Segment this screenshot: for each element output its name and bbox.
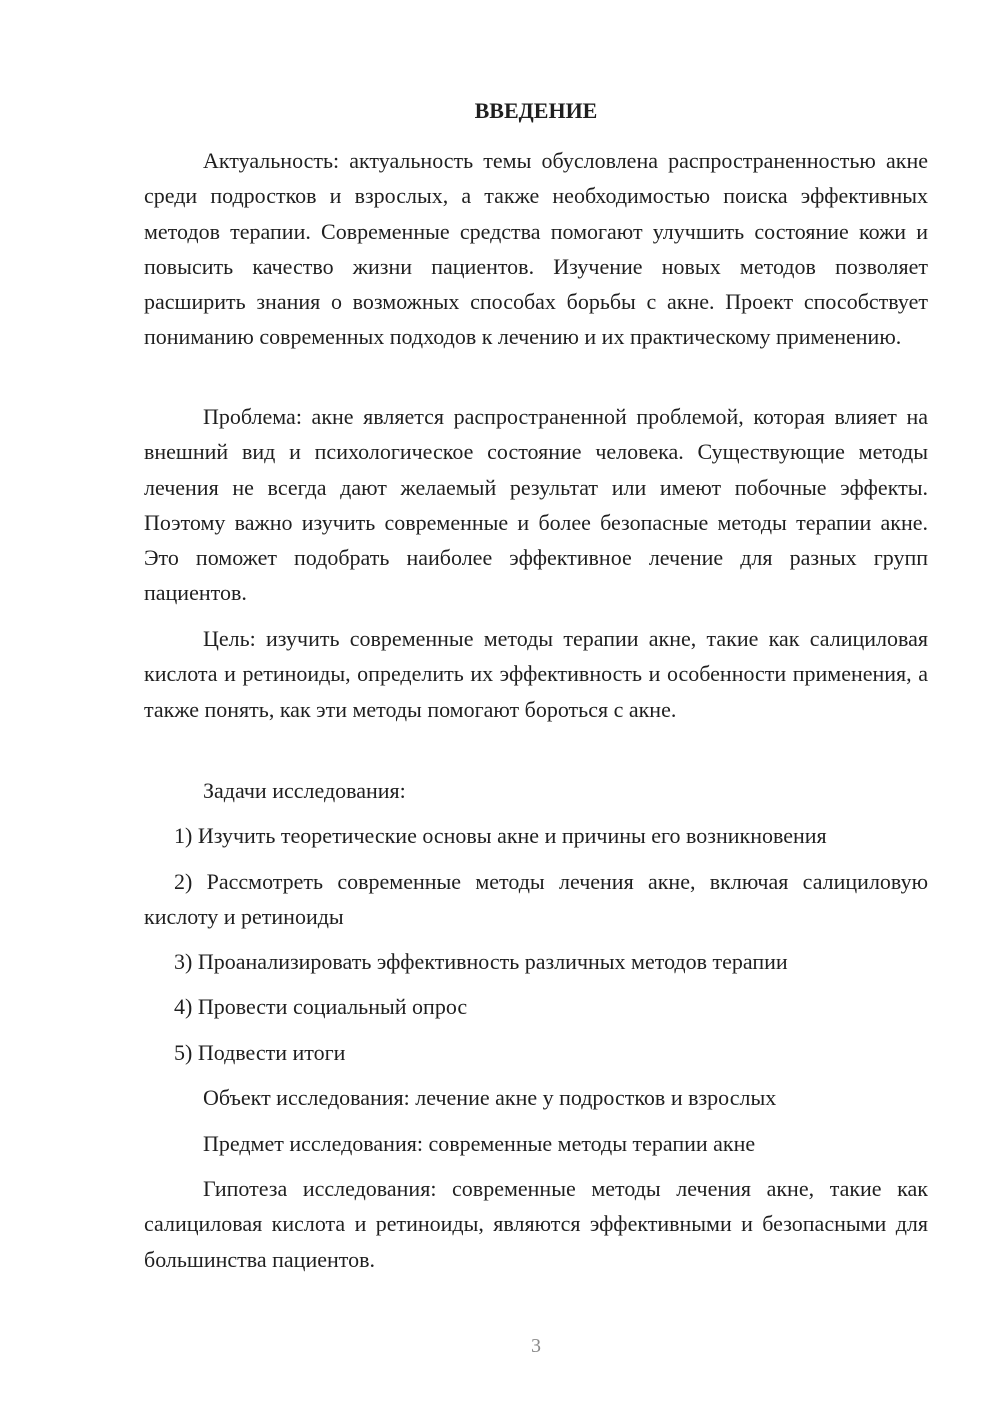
task-item-5: 5) Подвести итоги — [174, 1040, 346, 1065]
task-item-3: 3) Проанализировать эффективность различных методов терапии — [174, 949, 788, 974]
task-item-4: 4) Провести социальный опрос — [174, 994, 468, 1019]
subject-paragraph: Предмет исследования: современные методы терапии акне — [203, 1131, 756, 1156]
task-item-2: 2) Рассмотреть современные методы лечения акне, включая салициловую кислоту и ретиноиды — [144, 869, 928, 930]
task-item-1: 1) Изучить теоретические основы акне и причины его возникновения — [174, 823, 827, 848]
hypothesis-paragraph: Гипотеза исследования: современные методы лечения акне, такие как салициловая кислота и ретиноиды, являются эффективными и безопасными для большинства пациентов. — [144, 1176, 928, 1272]
goal-paragraph: Цель: изучить современные методы терапии акне, такие как салициловая кислота и ретиноиды, определить их эффективность и особенности применения, а также понять, как эти методы помогают бороться с акне. — [144, 626, 928, 722]
object-paragraph: Объект исследования: лечение акне у подростков и взрослых — [203, 1085, 777, 1110]
page-title: ВВЕДЕНИЕ — [474, 98, 598, 123]
relevance-paragraph: Актуальность: актуальность темы обусловлена распространенностью акне среди подростков и взрослых, а также необходимостью поиска эффективных методов терапии. Современные средства помогают улучшить состояние кожи и повысить качество жизни пациентов. Изучение новых методов позволяет расширить знания о возможных способах борьбы с акне. Проект способствует пониманию современных подходов к лечению и их практическому применению. — [144, 148, 928, 350]
page-number: 3 — [531, 1335, 541, 1357]
problem-paragraph: Проблема: акне является распространенной проблемой, которая влияет на внешний вид и психологическое состояние человека. Существующие методы лечения не всегда дают желаемый результат или имеют побочные эффекты. Поэтому важно изучить современные и более безопасные методы терапии акне. Это поможет подобрать наиболее эффективное лечение для разных групп пациентов. — [144, 404, 928, 606]
tasks-heading: Задачи исследования: — [203, 778, 406, 803]
